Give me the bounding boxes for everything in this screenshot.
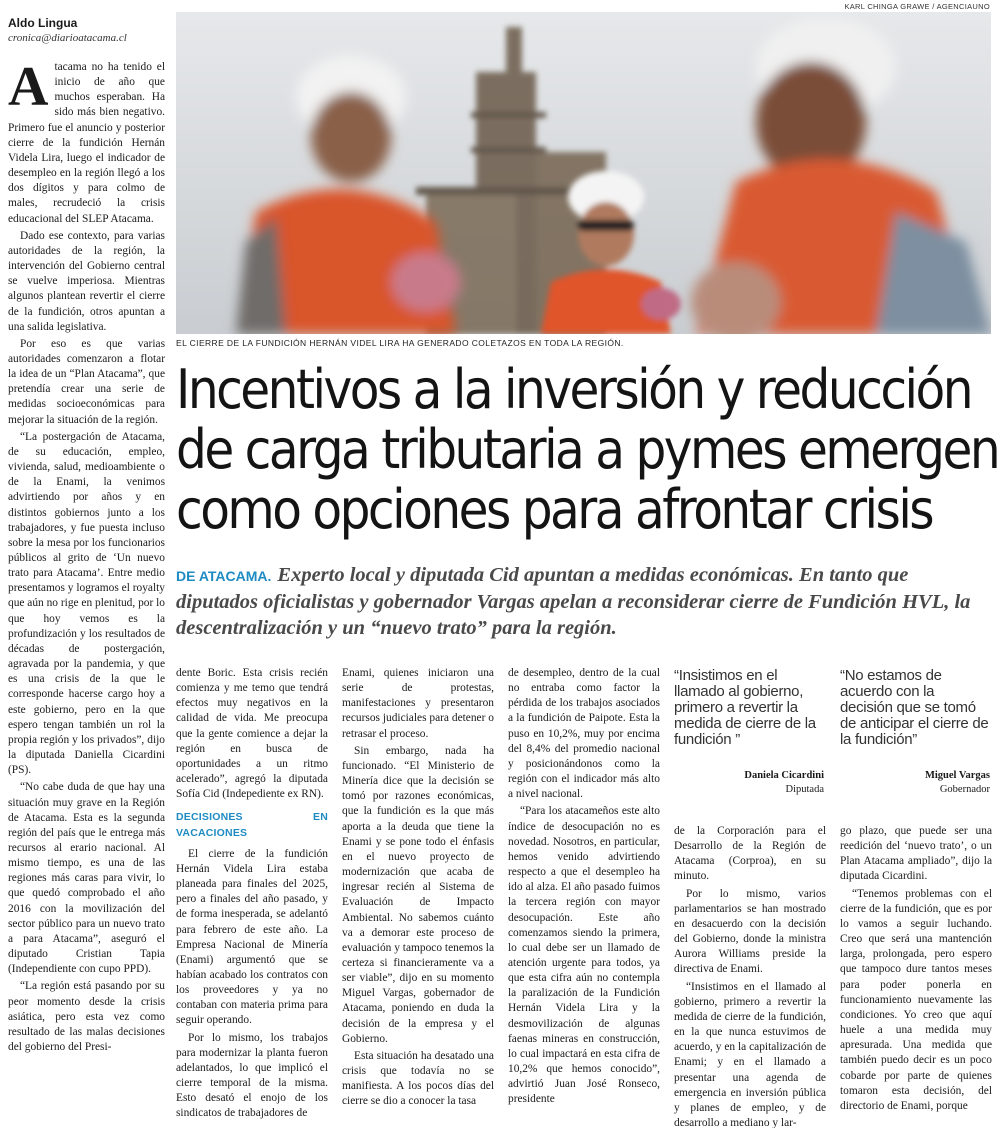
news-photo — [176, 12, 991, 334]
pull-quote-name: Daniela Cicardini — [744, 770, 824, 781]
headline — [176, 358, 999, 541]
pull-quote — [674, 668, 824, 795]
deck — [176, 562, 991, 641]
article-paragraph: Dado ese contexto, para varias autoridades de la región, la intervención del Gobierno central se vuelve imperiosa. Mientras algunos plantean revertir el cierre de la fundición, otros apuntan a una salida legislativa. — [8, 229, 165, 333]
article-paragraph: Sin embargo, nada ha funcionado. “El Ministerio de Minería dice que la decisión se tomó por razones económicas, que la fundición es la que más aporta a la deuda que tiene la Enami y se pone todo el énfasis en el nuevo proyecto de modernización que acaba de ingresar recién al Sistema de Evaluación de Impacto Ambiental. No sabemos cuánto va a demorar este proceso de evaluación y tampoco tenemos la certeza si financieramente va a ser viable”, dijo en su momento Miguel Vargas, gobernador de Atacama, poniendo en duda la decisión de la empresa y el Gobierno. — [342, 744, 494, 1045]
photo-credit: KARL CHINGA GRAWE / AGENCIAUNO — [844, 2, 990, 11]
article-column-2 — [176, 666, 328, 1128]
article-paragraph: “No cabe duda de que hay una situación muy grave en la Región de Atacama. Esta es la segunda región del país que le entrega más recursos al erario nacional. Al mismo tiempo, es una de las regiones más caras para vivir, lo que quedó comprobado el año 2016 con la movilización del sector público para un nuevo trato a para Atacama”, aseguró el diputado Cristian Tapia (Independiente con cupo PPD). — [8, 781, 165, 976]
pull-quote-text: “Insistimos en el llamado al gobierno, primero a revertir la medida de cierre de la fundición ” — [674, 667, 816, 748]
pull-quote-role: Diputada — [785, 784, 824, 795]
deck-text: Experto local y diputada Cid apuntan a medidas económicas. En tanto que diputados oficialistas y gobernador Vargas apelan a reconsiderar cierre de Fundición HVL, la descentralización y un “nuevo trato” para la región. — [176, 564, 971, 639]
pull-quote-role: Gobernador — [939, 784, 990, 795]
headline-line: como opciones para afrontar crisis — [176, 478, 933, 541]
article-paragraph: Por eso es que varias autoridades comenzaron a flotar la idea de un “Plan Atacama”, que pretendía crear una serie de medidas socioeconómicas para mejorar la situación de la región. — [8, 337, 165, 426]
headline-line: Incentivos a la inversión y reducción — [176, 358, 972, 421]
pull-quote-text: “No estamos de acuerdo con la decisión que se tomó de anticipar el cierre de la fundición” — [840, 667, 989, 748]
byline — [8, 16, 168, 44]
article-paragraph: “La región está pasando por su peor momento desde la crisis asiática, pero esta vez como resultado de las malas decisiones del gobierno del Presi- — [8, 980, 165, 1053]
article-column-1 — [8, 60, 165, 1128]
article-column-4 — [508, 666, 660, 1128]
article-paragraph: go plazo, que puede ser una reedición del ‘nuevo trato’, o un Plan Atacama ampliado”, dijo la diputada Cicardini. — [840, 825, 992, 883]
section-subhead: DECISIONES EN VACACIONES — [176, 811, 328, 839]
article-paragraph: “Insistimos en el llamado al gobierno, primero a revertir la medida de cierre de la fundición, en la que nunca estuvimos de acuerdo, y en la capitalización de Enami; y en el llamado a presentar una agenda de emergencia en inversión pública y planes de empleo, y de desarrollo a mediano y lar- — [674, 980, 826, 1128]
article-paragraph: “Para los atacameños este alto índice de desocupación no es novedad. Nosotros, en particular, hemos venido advirtiendo respecto a que el desempleo ha ido al alza. El año pasado fuimos la tercera región con mayor desocupación. Este año comenzamos siendo la primera, lo cual debe ser un llamado de atención urgente para todos, ya que esta cifra aún no contempla la paralización de la Fundición Hernán Videla Lira y la desmovilización de algunas faenas mineras en construcción, lo cual impactará en esta cifra de 10,2% que hemos conocido”, advirtió Juan José Ronseco, presidente — [508, 805, 660, 1106]
article-paragraph: El cierre de la fundición Hernán Videla Lira estaba planeada para finales del 2025, pero a finales del año pasado, y de forma inesperada, se adelantó para febrero de este año. La Empresa Nacional de Minería (Enami) argumentó que se habían acabado los contratos con los proveedores y ya no contaban con materia prima para seguir operando. — [176, 847, 328, 1027]
drop-cap: A — [8, 60, 49, 118]
author-email[interactable]: cronica@diarioatacama.cl — [8, 32, 127, 44]
article-paragraph: Esta situación ha desatado una crisis que todavía no se manifiesta. A los pocos días del cierre se dio a conocer la tasa — [342, 1049, 494, 1108]
article-column-3 — [342, 666, 494, 1128]
article-paragraph: Por lo mismo, varios parlamentarios se han mostrado en desacuerdo con la decisión del Gobierno, donde la ministra Aurora Williams preside la directiva de Enami. — [674, 887, 826, 976]
article-paragraph: de desempleo, dentro de la cual no entraba como factor la pérdida de los trabajos asociados a la fundición de Paipote. Esta la puso en 10,2%, muy por encima del 8,4% del promedio nacional y posicionándonos como la región con el indicador más alto a nivel nacional. — [508, 667, 660, 801]
article-column-6 — [840, 824, 992, 1128]
article-column-5 — [674, 824, 826, 1128]
article-paragraph: “La postergación de Atacama, de su educación, empleo, vivienda, salud, medioambiente o de la Enami, la venimos advirtiendo por años y en distintos gobiernos junto a los trabajadores, y fue puesta incluso sobre la mesa por los funcionarios públicos al grito de ‘Un nuevo trato para Atacama’. Entre medio presentamos y logramos el royalty que aún no rige en plenitud, por lo que hoy vemos es la profundización y los resultados de décadas de postergación, agravada por la pandemia, y que es una crisis de la que le corresponde hacerse cargo hoy a este gobierno, pero en la que espero tengan también un rol la propia región y los privados”, dijo la diputada Daniella Cicardini (PS). — [8, 430, 165, 777]
article-paragraph: Enami, quienes iniciaron una serie de protestas, manifestaciones y presentaron recursos judiciales para detener o retrasar el proceso. — [342, 667, 494, 740]
photo-caption: EL CIERRE DE LA FUNDICIÓN HERNÁN VIDEL LIRA HA GENERADO COLETAZOS EN TODA LA REGIÓN. — [176, 338, 624, 348]
article-paragraph: “Tenemos problemas con el cierre de la fundición, que es por lo vamos a seguir luchando. Creo que será una mantención larga, prolongada, pero espero que tampoco dure tantos meses para poder ponerla en funcionamiento nuevamente las condiciones. Yo creo que aquí huele a una medida muy apresurada. Una medida que también puedo decir es un poco cobarde por parte de quienes tomaron esta decisión, del directorio de Enami, porque — [840, 887, 992, 1112]
photo-illustration — [176, 12, 991, 334]
article-paragraph: de la Corporación para el Desarrollo de la Región de Atacama (Corproa), en su minuto. — [674, 825, 826, 883]
deck-dateline: DE ATACAMA. — [176, 568, 272, 584]
article-paragraph: dente Boric. Esta crisis recién comienza y me temo que tendrá efectos muy negativos en la calidad de vida. Me preocupa que la gente comience a dejar la región en busca de oportunidades a un ritmo acelerado”, agregó la diputada Sofía Cid (Indepediente ex RN). — [176, 667, 328, 801]
headline-line: de carga tributaria a pymes emergen — [176, 418, 999, 481]
author-name: Aldo Lingua — [8, 16, 78, 30]
pull-quote-name: Miguel Vargas — [924, 770, 990, 781]
article-paragraph: Por lo mismo, los trabajos para modernizar la planta fueron adelantados, lo que implicó el cierre temporal de la misma. Esto desató el enojo de los sindicatos de trabajadores de — [176, 1031, 328, 1120]
pull-quote — [840, 668, 990, 795]
article-paragraph: Atacama no ha tenido el inicio de año que muchos esperaban. Ha sido más bien negativo. Primero fue el anuncio y posterior cierre de la fundición Hernán Videla Lira, luego el indicador de desempleo en la región llegó a los dos dígitos y para colmo de males, recrudeció la crisis educacional del SLEP Atacama. — [8, 60, 165, 225]
